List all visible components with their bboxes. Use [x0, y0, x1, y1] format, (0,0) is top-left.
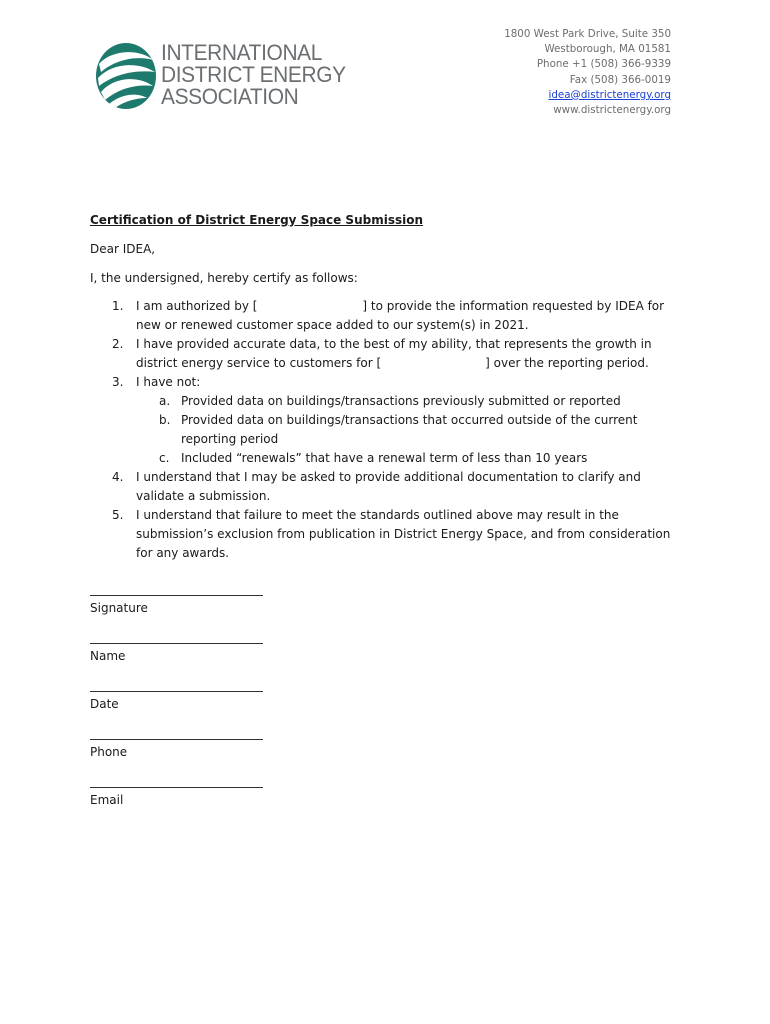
email-label: Email: [90, 793, 124, 807]
sub-item-text: Provided data on buildings/transactions previously submitted or reported: [181, 394, 621, 408]
item-text: I understand that failure to meet the standards outlined above may result in the submission’s exclusion from publication in District Energy Space, and from consideration for any awards.: [136, 508, 671, 560]
logo-wordmark: [161, 42, 347, 108]
sub-item-text: Included “renewals” that have a renewal term of less than 10 years: [181, 451, 588, 465]
address-fax: Fax (508) 366-0019: [569, 73, 671, 86]
item-text-end: ] over the reporting period.: [485, 356, 649, 370]
list-item: [90, 335, 690, 373]
sub-list-letter: c.: [159, 451, 170, 465]
list-item: [90, 506, 690, 563]
logo-line-2: DISTRICT ENERGY: [161, 62, 346, 87]
email-line[interactable]: [90, 775, 263, 788]
salutation: Dear IDEA,: [90, 242, 156, 256]
item-text: I have not:: [136, 375, 201, 389]
date-line[interactable]: [90, 679, 263, 692]
idea-logo: [95, 42, 357, 110]
sub-list-item: [136, 411, 690, 449]
address-street: 1800 West Park Drive, Suite 350: [504, 28, 671, 40]
sub-list-item: [136, 449, 690, 468]
list-item: [90, 297, 690, 335]
name-line[interactable]: [90, 631, 263, 644]
phone-line[interactable]: [90, 727, 263, 740]
list-item: [90, 468, 690, 506]
idea-swirl-logo-icon: [95, 42, 157, 110]
list-number: 3.: [112, 375, 124, 389]
item-text: I understand that I may be asked to provide additional documentation to clarify and validate a submission.: [136, 470, 641, 503]
address-website: www.districtenergy.org: [553, 104, 671, 117]
item-text-start: I have provided accurate data, to the best of my ability, that represents the growth in district energy service to customers for [: [136, 337, 652, 370]
list-number: 2.: [112, 337, 124, 351]
certification-list: [90, 297, 690, 563]
signature-label: Signature: [90, 601, 148, 615]
signature-line[interactable]: [90, 583, 263, 596]
contact-address-block: [504, 27, 671, 118]
list-number: 5.: [112, 508, 124, 522]
sub-list: [136, 392, 690, 468]
signature-section: [90, 583, 263, 823]
logo-line-1: INTERNATIONAL: [161, 40, 323, 65]
email-link[interactable]: idea@districtenergy.org: [548, 88, 671, 101]
name-label: Name: [90, 649, 126, 663]
sub-list-item: [136, 392, 690, 411]
list-number: 1.: [112, 299, 124, 313]
phone-block: [90, 727, 263, 775]
item-text-start: I am authorized by [: [136, 299, 258, 313]
document-title: Certification of District Energy Space Submission: [90, 213, 424, 227]
item-text-end: ] to provide the information requested by IDEA for new or renewed customer space added to our system(s) in 2021.: [136, 299, 665, 332]
name-block: [90, 631, 263, 679]
intro-text: I, the undersigned, hereby certify as follows:: [90, 271, 358, 285]
phone-label: Phone: [90, 745, 128, 759]
email-block: [90, 775, 263, 823]
sub-list-letter: a.: [159, 394, 171, 408]
address-phone: Phone +1 (508) 366-9339: [536, 58, 671, 71]
sub-list-letter: b.: [159, 413, 171, 427]
date-label: Date: [90, 697, 119, 711]
letter-body: [90, 211, 690, 563]
address-city: Westborough, MA 01581: [544, 43, 671, 56]
logo-line-3: ASSOCIATION: [161, 84, 299, 109]
list-number: 4.: [112, 470, 124, 484]
date-block: [90, 679, 263, 727]
signature-block: [90, 583, 263, 631]
list-item: [90, 373, 690, 468]
sub-item-text: Provided data on buildings/transactions that occurred outside of the current reporting period: [181, 413, 638, 446]
